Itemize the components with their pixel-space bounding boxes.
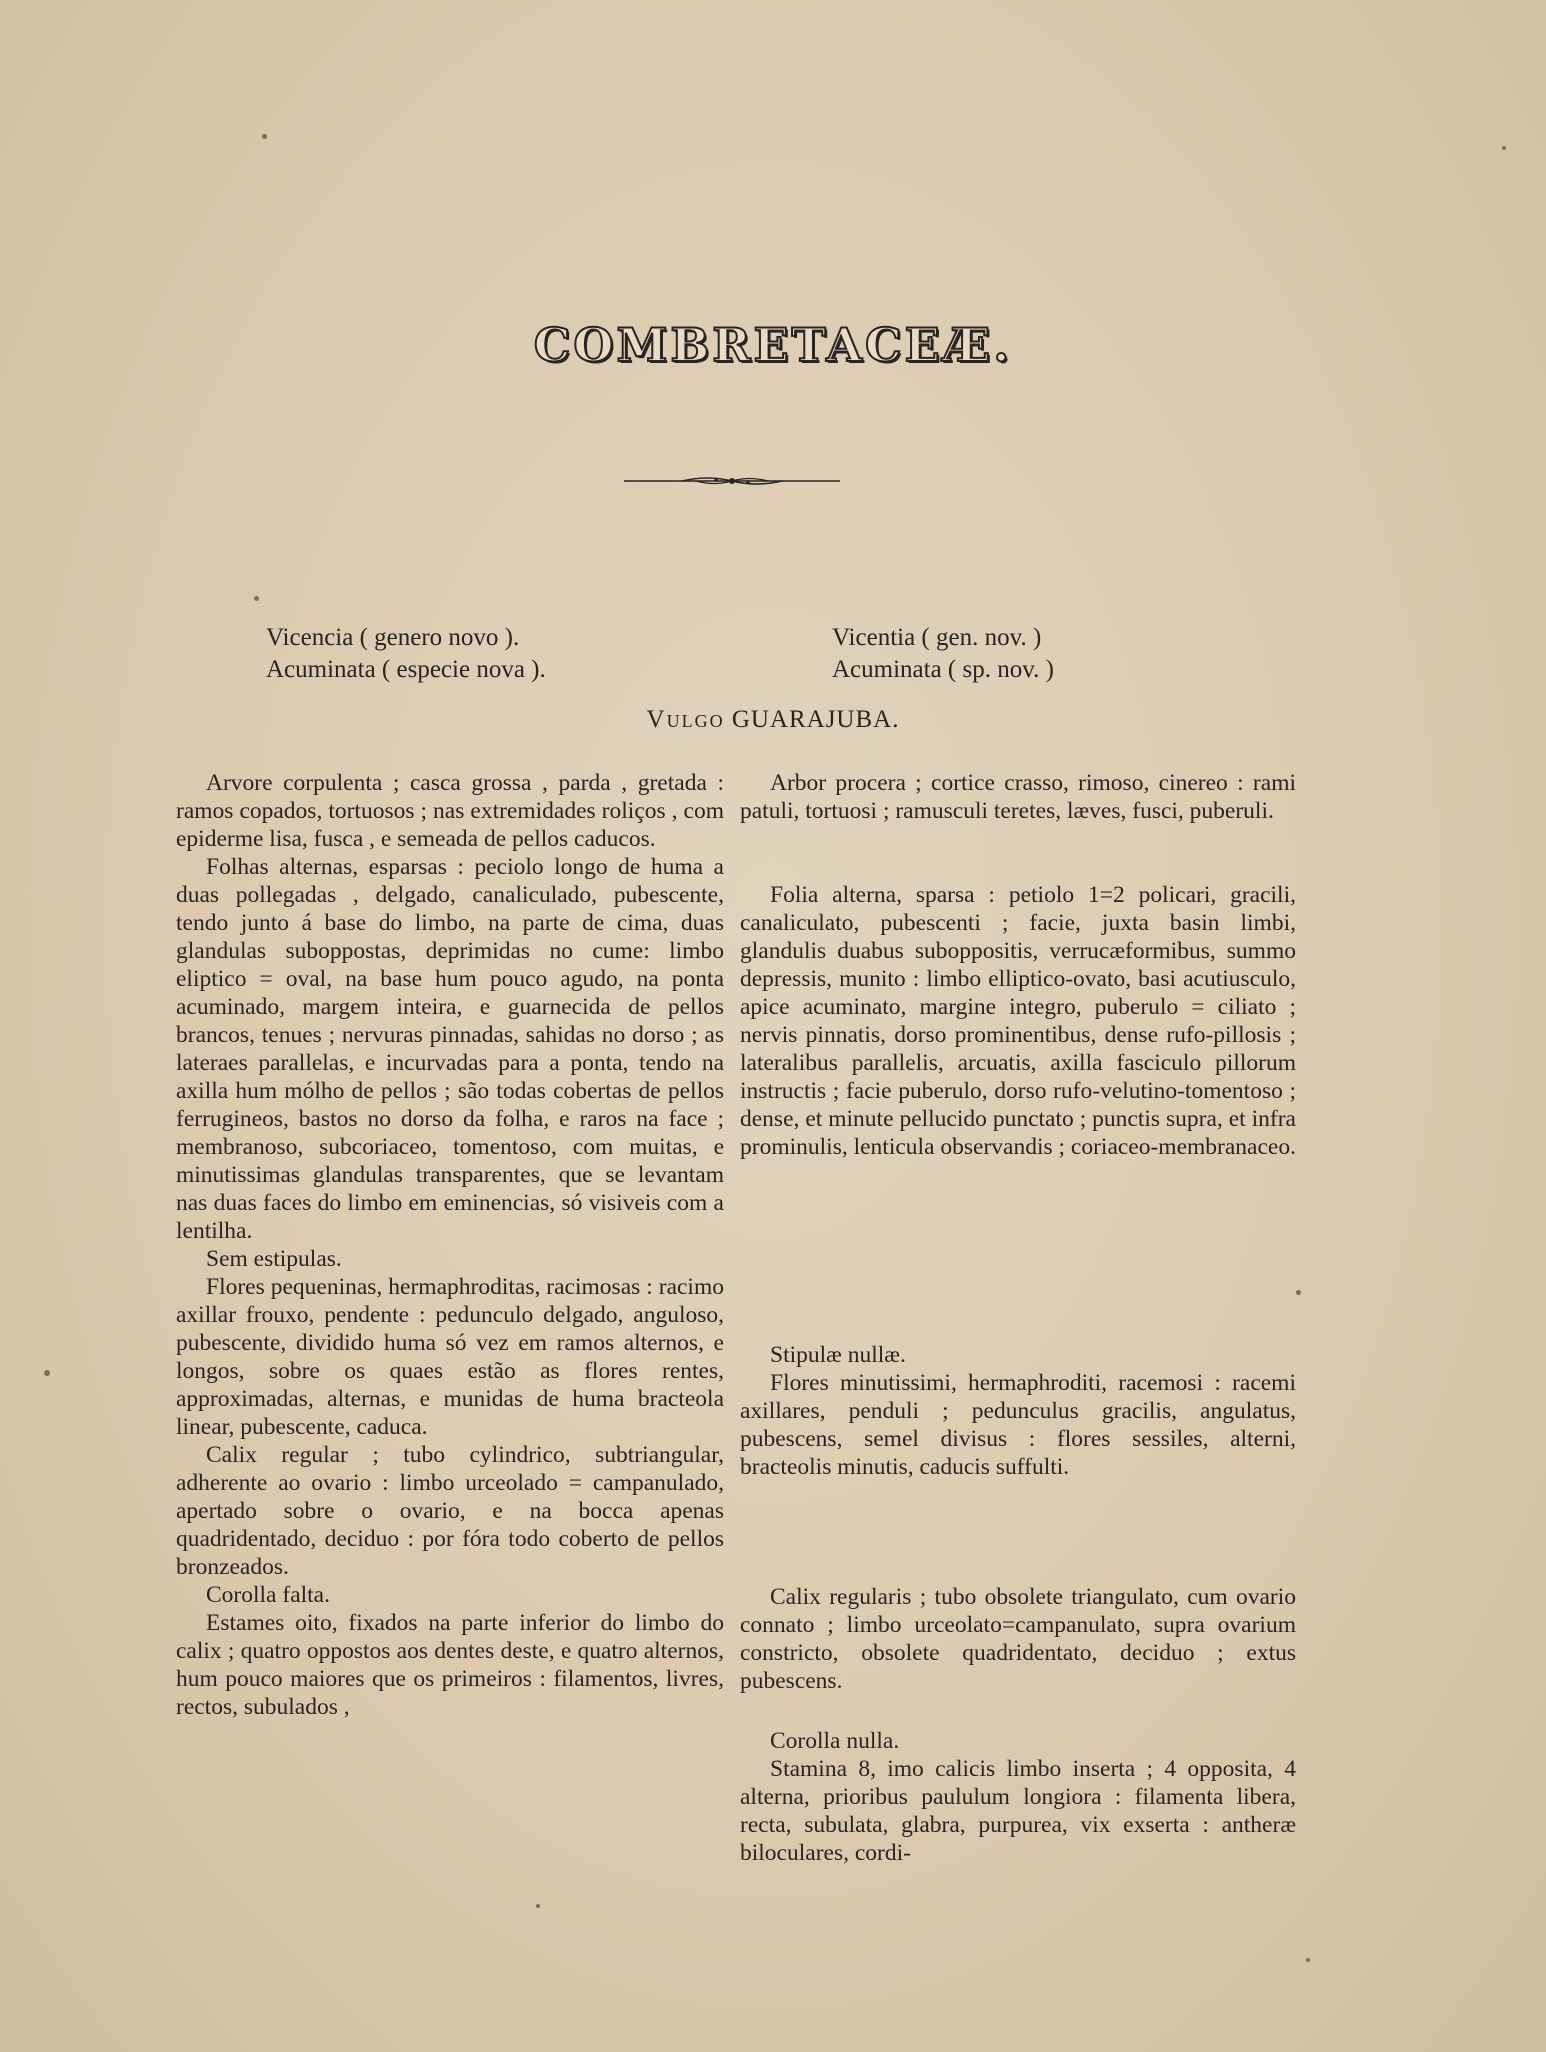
paragraph-calyx: Calix regular ; tubo cylindrico, subtriangular, adherente ao ovario : limbo urceolado = campanulado, apertado sobre o ovario, e na bocca apenas quadridentado, deciduo : por fóra todo coberto de pellos bronzeados. — [176, 1442, 724, 1580]
latin-species-name — [832, 622, 1054, 686]
latin-paragraph-corolla — [740, 1727, 1296, 1755]
paragraph-corolla: Corolla falta. — [206, 1582, 330, 1608]
ornament-divider — [624, 472, 840, 488]
paper-speck — [1296, 1290, 1301, 1295]
paragraph: Flores minutissimi, hermaphroditi, racemosi : racemi axillares, penduli ; pedunculus gracilis, angulatus, pubescens, semel divisus : flores sessiles, alterni, bracteolis minutis, caducis suffulti. — [740, 1370, 1296, 1480]
portuguese-species-name — [266, 622, 546, 686]
paragraph: Stamina 8, imo calicis limbo inserta ; 4 opposita, 4 alterna, prioribus paululum longiora : filamenta libera, recta, subulata, glabra, purpurea, vix exserta : antheræ biloculares, cordi- — [740, 1756, 1296, 1866]
common-name — [0, 706, 1546, 734]
paragraph: Folia alterna, sparsa : petiolo 1=2 policari, gracili, canaliculato, pubescenti ; facie, juxta basin limbi, glandulis duabus suboppositis, verrucæformibus, summo depressis, munito : limbo elliptico-ovato, basi acutiusculo, apice acuminato, margine integro, puberulo = ciliato ; nervis pinnatis, dorso prominentibus, dense rufo-pillosis ; lateralibus parallelis, arcuatis, axilla fasciculo pillorum instructis ; facie puberulo, dorso rufo-velutino-tomentoso ; dense, et minute pellucido punctato ; punctis supra, et infra prominulis, lenticula observandis ; coriaceo-membranaceo. — [740, 882, 1296, 1160]
paper-speck — [1502, 146, 1506, 150]
paragraph-flowers: Flores pequeninas, hermaphroditas, racimosas : racimo axillar frouxo, pendente : pedunculo delgado, anguloso, pubescente, dividido huma só vez em ramos alternos, e longos, sobre os quaes estão as flores rentes, approximadas, alternas, e munidas de huma bracteola linear, pubescente, caduca. — [176, 1274, 724, 1440]
vulgo-prefix: Vulgo — [646, 706, 725, 733]
genus-line: Vicentia ( gen. nov. ) — [832, 624, 1042, 651]
paragraph: Corolla nulla. — [770, 1728, 900, 1754]
paper-speck — [254, 596, 259, 601]
vulgo-name: GUARAJUBA. — [731, 706, 900, 733]
paper-speck — [262, 134, 267, 139]
paragraph-stamens: Estames oito, fixados na parte inferior do limbo do calix ; quatro oppostos aos dentes deste, e quatro alternos, hum pouco maiores que os primeiros : filamentos, livres, rectos, subulados , — [176, 1610, 724, 1720]
paper-speck — [44, 1370, 50, 1376]
paper-speck — [536, 1904, 540, 1908]
paragraph-bark: Arvore corpulenta ; casca grossa , parda , gretada : ramos copados, tortuosos ; nas extremidades roliços , com epiderme lisa, fusca , e semeada de pellos caducos. — [176, 770, 724, 852]
species-line: Acuminata ( especie nova ). — [266, 656, 546, 683]
latin-paragraph-flowers — [740, 1369, 1296, 1481]
latin-paragraph-calyx — [740, 1583, 1296, 1695]
paper-speck — [1306, 1958, 1310, 1962]
species-line: Acuminata ( sp. nov. ) — [832, 656, 1054, 683]
portuguese-column-body — [176, 769, 724, 1721]
paragraph: Stipulæ nullæ. — [770, 1342, 906, 1368]
latin-paragraph-stipules — [740, 1341, 1296, 1369]
latin-paragraph-leaves — [740, 881, 1296, 1161]
latin-paragraph-bark — [740, 769, 1296, 825]
paragraph-leaves: Folhas alternas, esparsas : peciolo longo de huma a duas pollegadas , delgado, canaliculado, pubescente, tendo junto á base do limbo, na parte de cima, duas glandulas suboppostas, deprimidas no cume: limbo eliptico = oval, na base hum pouco agudo, na ponta acuminado, margem inteira, e guarnecida de pellos brancos, tenues ; nervuras pinnadas, sahidas no dorso ; as lateraes parallelas, e incurvadas para a ponta, tendo na axilla hum mólho de pellos ; são todas cobertas de pellos ferrugineos, bastos no dorso da folha, e raros na face ; membranoso, subcoriaceo, tomentoso, com muitas, e minutissimas glandulas transparentes, que se levantam nas duas faces do limbo em eminencias, só visiveis com a lentilha. — [176, 854, 724, 1244]
latin-paragraph-stamens — [740, 1755, 1296, 1867]
paragraph: Calix regularis ; tubo obsolete triangulato, cum ovario connato ; limbo urceolato=campanulato, supra ovarium constricto, obsolete quadridentato, deciduo ; extus pubescens. — [740, 1584, 1296, 1694]
paragraph-stipules: Sem estipulas. — [206, 1246, 342, 1272]
page-title: COMBRETACEÆ. — [533, 318, 1013, 372]
genus-line: Vicencia ( genero novo ). — [266, 624, 520, 651]
paragraph: Arbor procera ; cortice crasso, rimoso, cinereo : rami patuli, tortuosi ; ramusculi teretes, læves, fusci, puberuli. — [740, 770, 1296, 824]
